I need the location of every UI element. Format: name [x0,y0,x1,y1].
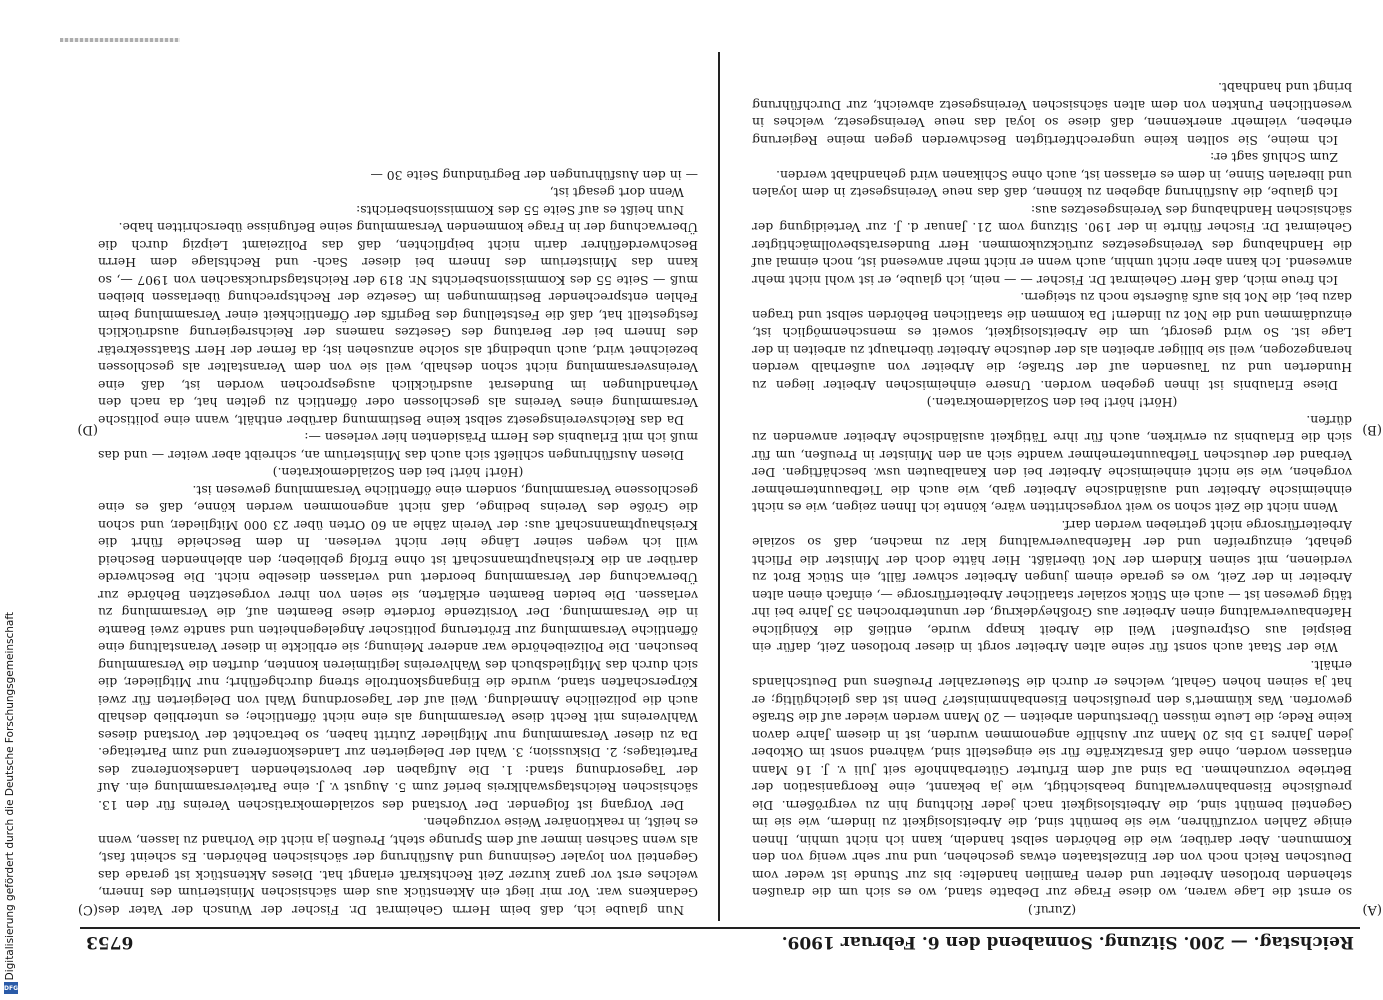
margin-marker-b: (B) [1362,422,1382,437]
page-number: 6753 [86,932,134,952]
paragraph: Diesen Ausführungen schließt sich auch das Ministerium an, schreibt aber weiter — und das muß ich mit Erlaubnis des Herrn Präsidenten hier verlesen —: [98,430,698,463]
paragraph: so ernst die Lage waren, wo diese Frage zur Debatte stand, wo es sich um die draußen stehenden brotlosen Arbeiter und deren Familien handelte: bis zur Stunde ist weder vom Deutschen Reich noch von der Einzelstaaten etwas geschehen, und nur sehr wenig von den Kommunen. Aber darüber, wie die Behörden selbst handeln, kann ich nicht umhin, Ihnen einige Zahlen vorzuführen, wie sie bemüht sind, die Arbeitslosigkeit zu lindern, wie sie im Gegenteil bemüht sind, die Arbeitslosigkeit nach jeder Richtung hin zu vergrößern. Die preußische Eisenbahnverwaltung beabsichtigt, wie ja bekannt, eine Reorganisation der Betriebe vorzunehmen. Da sind auf dem Erfurter Güterbahnhofe seit Juli v. J. 16 Mann entlassen worden, ohne daß Ersatzkräfte für sie eingestellt sind, während sonst im Oktober jeden Jahres 15 bis 20 Mann zur Aushilfe angenommen wurden, ist in diesem Jahre davon keine Rede; die Leute müssen Überstunden arbeiten — 20 Mann werden wieder auf die Straße geworfen. Was kümmert's den preußischen Eisenbahnminister? Denn ist das gleichgültig; er hat ja seinen hohen Gehalt, welches er durch die Steuerzahler Preußens und Deutschlands erhält. [752,658,1352,901]
interjection: (Hört! hört! bei den Sozialdemokraten.) [272,465,524,481]
margin-marker-a: (A) [1362,902,1382,917]
paragraph: — in den Ausführungen der Begründung Seite 30 — [370,168,698,183]
quotation: Ich glaube, die Ausführung abgeben zu können, daß das neue Vereinsgesetz in dem loyalen und liberalen Sinne, in dem es erlassen ist, auch ohne Schikanen wird gehandhabt werden. [752,168,1352,201]
paragraph: (Zuruf.) [1027,903,1077,918]
page-header [80,927,1360,957]
paragraph: Wenn nicht die Zeit schon so weit vorgeschritten wäre, könnte ich Ihnen zeigen, wie es nicht einheimische Arbeiter und ausländische Arbeiter gab, wie auch die Tiefbauunternehmer vorgehen, wie sie nicht einheimische Arbeiter bei den Kanalbauten usw. beschäftigen. Der Verband der deutschen Tiefbauunternehmer wandte sich an den Minister in Preußen, um für sich die Erlaubnis zu erwirken, auch für ihre Tätigkeit ausländische Arbeiter anwenden zu dürfen. [752,413,1352,516]
quotation: Ich meine, Sie sollten keine ungerechtfertigten Beschwerden gegen meine Regierung erheben, vielmehr anerkennen, daß diese so loyal das neue Vereinsgesetz, welches in wesentlichen Punkten von dem alten sächsischen Vereinsgesetz abweicht, zur Durchführung bringt und handhabt. [752,80,1352,148]
paragraph: Diese Erlaubnis ist ihnen gegeben worden. Unsere einheimischen Arbeiter liegen zu Hunderten und zu Tausenden auf der Straße; die Arbeiter von außerhalb werden herangezogen, weil sie billiger arbeiten als der deutsche Arbeiter überhaupt zu arbeiten in der Lage ist. So wird gesorgt, um die Arbeitslosigkeit, soweit es menschenmöglich ist, einzudämmen und die Not zu lindern! Da kommen die staatlichen Behörden selbst und tragen dazu bei, die Not bis aufs äußerste noch zu steigern. [752,290,1352,393]
header-title: Reichstag. — 200. Sitzung. Sonnabend den 6. Februar 1909. [781,932,1354,952]
funding-notice: Digitalisierung gefördert durch die Deutsche Forschungsgemeinschaft [4,611,16,980]
margin-marker-d: (D) [77,422,98,437]
interjection: (Hört! hört! bei den Sozialdemokraten.) [926,395,1178,411]
paragraph: Wie der Staat auch sonst für seine alten Arbeiter sorgt in dieser brotlosen Zeit, dafür ein Beispiel aus Ostpreußen! Weil die Arbeit knapp wurde, entließ die Königliche Hafenbauverwaltung einen Arbeiter aus Großheydekrug, der ununterbrochen 35 Jahre bei ihr tätig gewesen ist — auch ein Stück sozialer staatlicher Arbeiterfürsorge —, einfach einen alten Arbeiter in der Zeit, wo es gerade einem jungen Arbeiter schwer fällt, ein Stück Brot zu verdienen, mit seinen Kindern der Not überläßt. Hier hätte doch der Minister die Pflicht gehabt, einzugreifen und der Hafenbauverwaltung klar zu machen, daß so soziale Arbeiterfürsorge nicht getrieben werden darf. [752,518,1352,656]
paragraph: Nun glaube ich, daß beim Herrn Geheimrat Dr. Fischer der Wunsch der Vater des Gedankens war. Vor mir liegt ein Aktenstück aus dem sächsischen Ministerium des Innern, welches erst vor ganz kurzer Zeit Rechtskraft erlangt hat. Dieses Aktenstück ist gerade das Gegenteil von loyaler Gesinnung und Ausführung der sächsischen Behörden. Es scheint fast, als wenn Sachsen immer auf dem Sprunge steht, Preußen ja nicht die Vorhand zu lassen, wenn es heißt, in reaktionärer Weise vorzugehen. [98,815,698,918]
right-column [98,52,698,919]
document-page [77,52,1382,957]
paragraph: Der Vorgang ist folgender. Der Vorstand des sozialdemokratischen Vereins für den 13. sächsischen Reichstagswahlkreis berief zum 5. August v. J. eine Parteiversammlung ein. Auf der Tagesordnung stand: 1. Die Aufgaben der bevorstehenden Landeskonferenz des Parteitages; 2. Diskussion; 3. Wahl der Delegierten zur Landeskonferenz und zum Parteitage. Da zu dieser Versammlung nur Mitglieder Zutritt haben, so betrachtet der Vorstand dieses Wahlvereins mit Recht diese Versammlung als eine nicht öffentliche; es unterblieb deshalb auch die polizeiliche Anmeldung. Weil auf der Tagesordnung Wahl von Delegierten für zwei Körperschaften stand, wurde die Eingangskontrolle streng durchgeführt; nur Mitglieder, die sich durch das Mitgliedsbuch des Wahlvereins legitimieren konnten, durften die Versammlung besuchen. Die Polizeibehörde war anderer Meinung; sie erblickte in dieser Veranstaltung eine öffentliche Versammlung zur Erörterung politischer Angelegenheiten und sandte zwei Beamte in die Versammlung. Der Vorsitzende forderte diese Beamten auf, die Versammlung zu verlassen. Die beiden Beamten erklärten, sie seien von ihrer vorgesetzten Behörde zur Überwachung der Versammlung beordert und verlassen dieselbe nicht. Die Beschwerde darüber an die Kreishauptmannschaft ist ohne Erfolg geblieben; den ablehnenden Bescheid will ich wegen seiner Länge hier nicht verlesen. In dem Bescheide führt die Kreishauptmannschaft aus: der Verein zähle an 60 Orten über 23 000 Mitglieder, und schon die Größe des Vereins bedinge, daß nicht angenommen werden könne, daß es eine geschlossene Versammlung, sondern eine öffentliche Versammlung gewesen ist. [98,483,698,813]
scan-artifact [60,38,180,42]
quotation: Da das Reichsvereinsgesetz selbst keine Bestimmung darüber enthält, wann eine politische Versammlung eines Vereins als geschlossen oder öffentlich zu gelten hat, da nach den Verhandlungen im Bundesrat ausdrücklich ausgesprochen worden ist, daß eine Vereinsversammlung nicht schon deshalb, weil sie von dem Veranstalter als geschlossen bezeichnet wird, auch unbedingt als solche anzusehen ist; da ferner der Herr Staatssekretär des Innern bei der Beratung des Gesetzes namens der Reichsregierung ausdrücklich festgestellt hat, daß die Feststellung des Begriffs der Öffentlichkeit einer Versammlung beim Fehlen entsprechender Bestimmungen im Gesetze der Rechtsprechung überlassen bleiben muß — Seite 55 des Kommissionsberichts Nr. 819 der Reichstagsdrucksachen von 1907 —, so kann das Ministerium des Innern bei dieser Sach- und Rechtslage dem Herrn Beschwerdeführer darin nicht beipflichten, daß das Polizeiamt Leipzig durch die Überwachung der in Frage kommenden Versammlung seine Befugnisse überschritten habe. [98,220,698,428]
column-divider [718,52,720,921]
margin-marker-c: (C) [77,902,98,917]
dfg-logo-icon: DFG [4,982,18,994]
paragraph: Nun heißt es auf Seite 55 des Kommissionsberichts: [356,203,684,218]
paragraph: Ich freue mich, daß Herr Geheimrat Dr. Fischer — — nein, ich glaube, er ist wohl nicht mehr anwesend. Ich kann aber nicht umhin, auch wenn er nicht mehr anwesend ist, noch einmal auf die Handhabung des Vereinsgesetzes zurückzukommen. Herr Bundesratsbevollmächtigter Geheimrat Dr. Fischer führte in der 190. Sitzung vom 21. Januar d. J. zur Verteidigung der sächsischen Handhabung des Vereinsgesetzes aus: [752,203,1352,288]
paragraph: Zum Schluß sagt er: [1210,150,1338,166]
paragraph: Wenn dort gesagt ist, [549,185,684,201]
left-column [752,52,1352,919]
footer-credit [2,0,20,1000]
